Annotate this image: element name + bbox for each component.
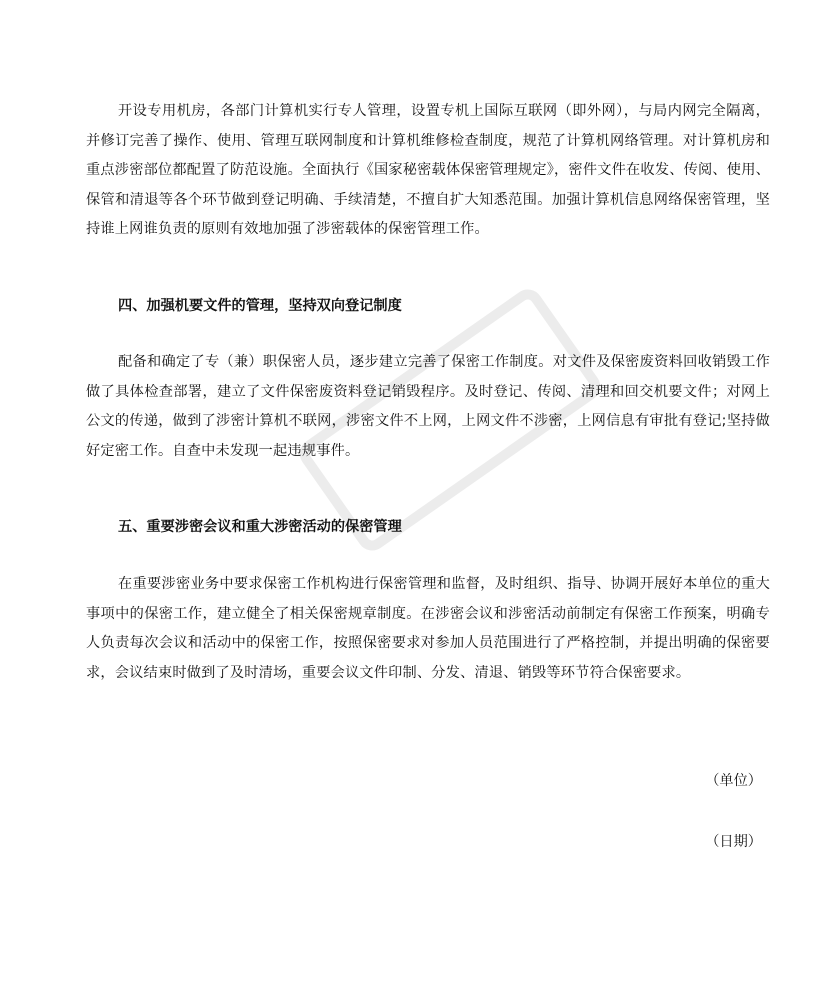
- section-heading-5: 五、重要涉密会议和重大涉密活动的保密管理: [118, 519, 402, 535]
- signature-unit: （单位）: [705, 773, 762, 789]
- paragraph-network-management: 开设专用机房，各部门计算机实行专人管理，设置专机上国际互联网（即外网），与局内网完全隔离，并修订完善了操作、使用、管理互联网制度和计算机维修检查制度，规范了计算机网络管理。对计算机房和重点涉密部位都配置了防范设施。全面执行《国家秘密载体保密管理规定》，密件文件在收发、传阅、使用、保管和清退等各个环节做到登记明确、手续清楚，不擅自扩大知悉范围。加强计算机信息网络保密管理，坚持谁上网谁负责的原则有效地加强了涉密载体的保密管理工作。: [86, 103, 770, 237]
- paragraph-confidential-documents: 配备和确定了专（兼）职保密人员，逐步建立完善了保密工作制度。对文件及保密废资料回收销毁工作做了具体检查部署，建立了文件保密废资料登记销毁程序。及时登记、传阅、清理和回交机要文件；对网上公文的传递，做到了涉密计算机不联网，涉密文件不上网，上网文件不涉密，上网信息有审批有登记;坚持做好定密工作。自查中未发现一起违规事件。: [86, 354, 770, 459]
- section-heading-4: 四、加强机要文件的管理，坚持双向登记制度: [118, 298, 402, 314]
- paragraph-confidential-meetings: 在重要涉密业务中要求保密工作机构进行保密管理和监督，及时组织、指导、协调开展好本单位的重大事项中的保密工作，建立健全了相关保密规章制度。在涉密会议和涉密活动前制定有保密工作预案，明确专人负责每次会议和活动中的保密工作，按照保密要求对参加人员范围进行了严格控制，并提出明确的保密要求，会议结束时做到了及时清场，重要会议文件印制、分发、清退、销毁等环节符合保密要求。: [86, 576, 770, 681]
- signature-date: （日期）: [705, 834, 762, 850]
